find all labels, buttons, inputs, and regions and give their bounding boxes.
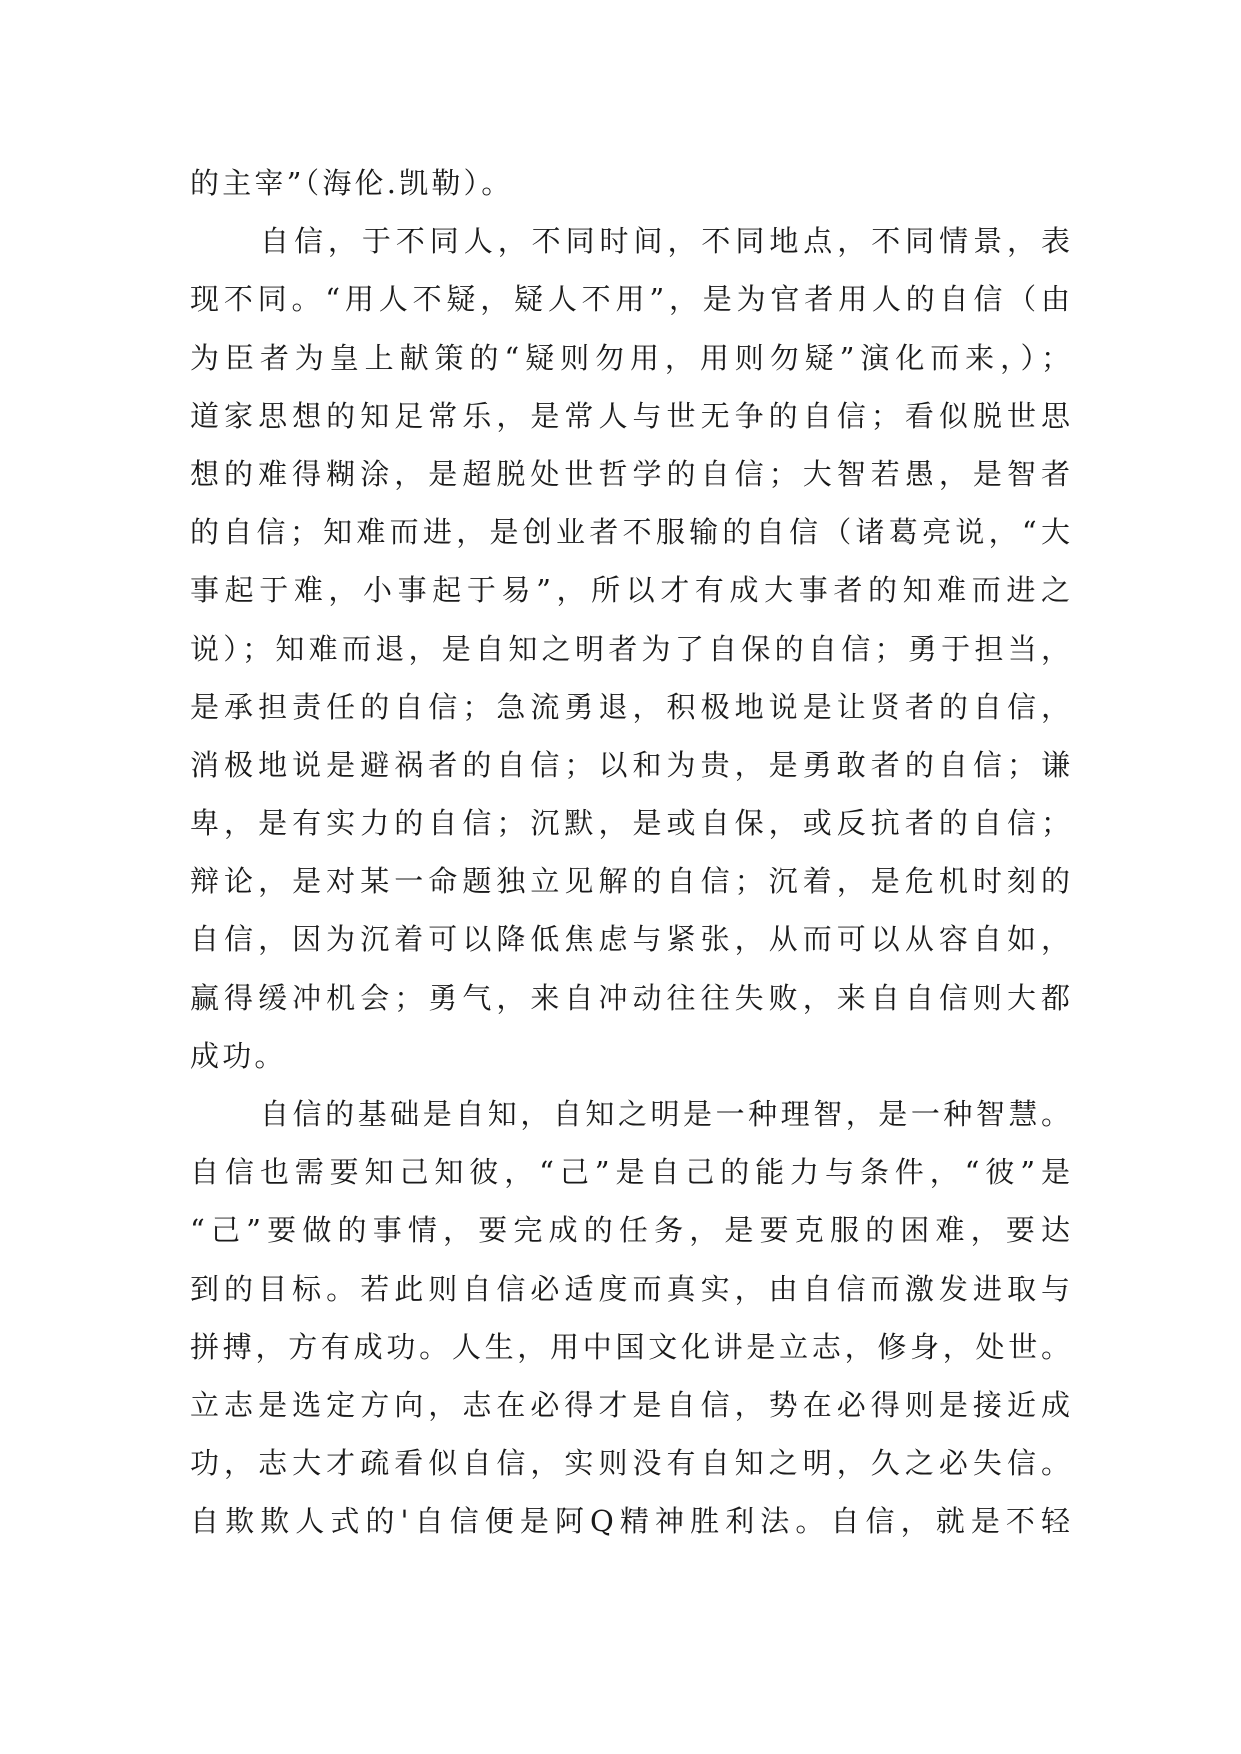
text-line: 拼搏，方有成功。人生，用中国文化讲是立志，修身，处世。 — [190, 1329, 1070, 1364]
text-line: 卑，是有实力的自信；沉默，是或自保，或反抗者的自信； — [190, 806, 1070, 841]
text-line: 现不同。“用人不疑，疑人不用”，是为官者用人的自信（由 — [190, 282, 1070, 317]
text-line: 自信，于不同人，不同时间，不同地点，不同情景，表 — [260, 224, 1070, 259]
text-line: 的主宰”（海伦.凯勒）。 — [190, 166, 514, 200]
text-line: 是承担责任的自信；急流勇退，积极地说是让贤者的自信， — [190, 689, 1070, 724]
text-line: 说）；知难而退，是自知之明者为了自保的自信；勇于担当， — [190, 631, 1070, 666]
text-line: 道家思想的知足常乐，是常人与世无争的自信；看似脱世思 — [190, 398, 1070, 433]
text-line: 消极地说是避祸者的自信；以和为贵，是勇敢者的自信；谦 — [190, 747, 1070, 782]
text-line: 成功。 — [190, 1038, 287, 1073]
text-line: 自信也需要知己知彼，“己”是自己的能力与条件，“彼”是 — [190, 1155, 1070, 1190]
text-line: 为臣者为皇上献策的“疑则勿用，用则勿疑”演化而来，）； — [190, 340, 1070, 375]
text-line: 的自信；知难而进，是创业者不服输的自信（诸葛亮说，“大 — [190, 515, 1070, 550]
paragraph-3 — [190, 1085, 1070, 1551]
text-line: 到的目标。若此则自信必适度而真实，由自信而激发进取与 — [190, 1271, 1070, 1306]
text-line: 想的难得糊涂，是超脱处世哲学的自信；大智若愚，是智者 — [190, 456, 1070, 491]
text-line: 立志是选定方向，志在必得才是自信，势在必得则是接近成 — [190, 1387, 1070, 1422]
paragraph-2 — [190, 212, 1070, 1085]
paragraph-1 — [190, 154, 1070, 212]
text-line: 事起于难，小事起于易”，所以才有成大事者的知难而进之 — [190, 573, 1070, 608]
text-line: “己”要做的事情，要完成的任务，是要克服的困难，要达 — [190, 1213, 1070, 1248]
text-line: 自信，因为沉着可以降低焦虑与紧张，从而可以从容自如， — [190, 922, 1070, 957]
text-line: 自欺欺人式的'自信便是阿Q精神胜利法。自信，就是不轻 — [190, 1504, 1070, 1539]
text-line: 赢得缓冲机会；勇气，来自冲动往往失败，来自自信则大都 — [190, 980, 1070, 1015]
text-line: 功，志大才疏看似自信，实则没有自知之明，久之必失信。 — [190, 1446, 1070, 1481]
text-line: 辩论，是对某一命题独立见解的自信；沉着，是危机时刻的 — [190, 864, 1070, 899]
document-body — [190, 154, 1070, 1551]
text-line: 自信的基础是自知，自知之明是一种理智，是一种智慧。 — [260, 1097, 1070, 1131]
